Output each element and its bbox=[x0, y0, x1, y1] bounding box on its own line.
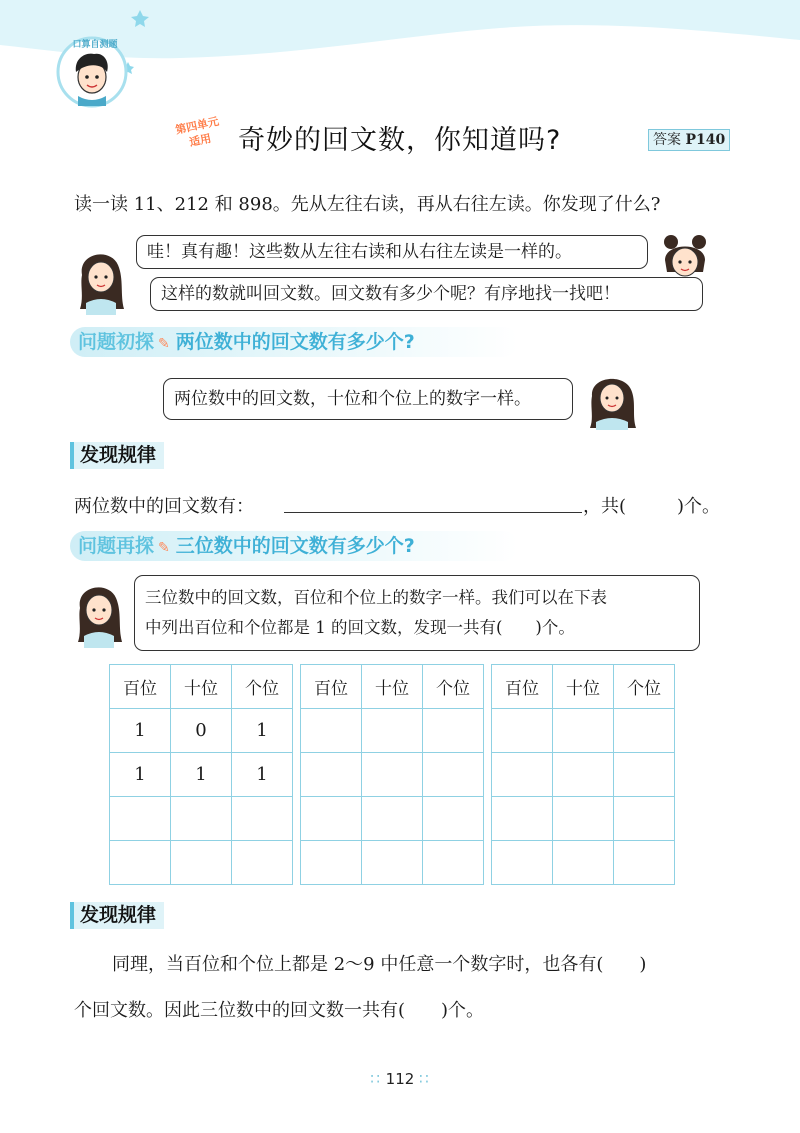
bubble-line-1: 三位数中的回文数，百位和个位上的数字一样。我们可以在下表 bbox=[145, 588, 607, 607]
table-cell[interactable] bbox=[362, 797, 423, 841]
section-tag: 问题初探 bbox=[78, 331, 155, 353]
table-cell[interactable] bbox=[232, 797, 293, 841]
table-cell[interactable] bbox=[614, 709, 675, 753]
palindrome-table-3 bbox=[491, 664, 675, 885]
table-cell[interactable] bbox=[614, 753, 675, 797]
header-ones: 个位 bbox=[614, 665, 675, 709]
table-cell[interactable] bbox=[553, 753, 614, 797]
answer-page: P140 bbox=[685, 132, 726, 148]
table-cell[interactable] bbox=[492, 753, 553, 797]
table-row bbox=[110, 797, 293, 841]
speech-bubble-2: 这样的数就叫回文数。回文数有多少个呢？有序地找一找吧！ bbox=[150, 277, 703, 311]
table-cell[interactable] bbox=[553, 797, 614, 841]
table-cell: 1 bbox=[110, 709, 171, 753]
speech-bubble-1: 哇！真有趣！这些数从左往右读和从右往左读是一样的。 bbox=[136, 235, 648, 269]
header-ones: 个位 bbox=[423, 665, 484, 709]
pin-icon: ✎ bbox=[158, 336, 170, 352]
answer-label: 答案 bbox=[653, 132, 681, 148]
page-title: 奇妙的回文数，你知道吗? bbox=[238, 125, 562, 156]
table-cell: 0 bbox=[171, 709, 232, 753]
answer-blank-two-digit[interactable] bbox=[284, 512, 582, 513]
rule-label-second: 发现规律 bbox=[70, 902, 164, 929]
table-cell[interactable] bbox=[492, 841, 553, 885]
table-cell: 1 bbox=[232, 709, 293, 753]
section-question: 两位数中的回文数有多少个? bbox=[175, 331, 415, 353]
table-cell[interactable] bbox=[423, 797, 484, 841]
table-row bbox=[301, 797, 484, 841]
palindrome-tables bbox=[109, 664, 675, 885]
header-tens: 十位 bbox=[362, 665, 423, 709]
table-row bbox=[492, 753, 675, 797]
section-tag: 问题再探 bbox=[78, 535, 155, 557]
table-cell[interactable] bbox=[553, 709, 614, 753]
header-tens: 十位 bbox=[553, 665, 614, 709]
table-cell[interactable] bbox=[492, 797, 553, 841]
table-cell[interactable] bbox=[362, 753, 423, 797]
dots-right-icon: ∷ bbox=[419, 1070, 430, 1088]
table-row bbox=[110, 709, 293, 753]
palindrome-table-2 bbox=[300, 664, 484, 885]
page-number: 112 bbox=[385, 1070, 415, 1088]
bubble-line-2: 中列出百位和个位都是 1 的回文数，发现一共有( )个。 bbox=[145, 618, 575, 637]
table-cell: 1 bbox=[110, 753, 171, 797]
table-cell[interactable] bbox=[110, 797, 171, 841]
table-row bbox=[301, 709, 484, 753]
table-cell[interactable] bbox=[614, 797, 675, 841]
unit-badge: 第四单元 适用 bbox=[174, 114, 221, 150]
table-cell[interactable] bbox=[232, 841, 293, 885]
table-cell[interactable] bbox=[423, 841, 484, 885]
rule1-text-mid: ，共( bbox=[583, 496, 627, 517]
table-cell[interactable] bbox=[553, 841, 614, 885]
section-question: 三位数中的回文数有多少个? bbox=[175, 535, 415, 557]
table-cell[interactable] bbox=[301, 797, 362, 841]
table-cell[interactable] bbox=[423, 753, 484, 797]
rule1-text-before: 两位数中的回文数有： bbox=[74, 496, 254, 517]
table-cell[interactable] bbox=[301, 841, 362, 885]
speech-bubble-three-digit bbox=[134, 575, 700, 651]
table-cell[interactable] bbox=[362, 709, 423, 753]
table-row bbox=[110, 841, 293, 885]
cartoon-boy-logo-icon bbox=[52, 22, 142, 112]
table-row bbox=[492, 709, 675, 753]
section-header-first bbox=[70, 327, 518, 357]
table-row bbox=[301, 753, 484, 797]
rule2-line-2: 个回文数。因此三位数中的回文数一共有( )个。 bbox=[74, 1000, 485, 1021]
header-tens: 十位 bbox=[171, 665, 232, 709]
pin-icon: ✎ bbox=[158, 540, 170, 556]
girl-character-icon bbox=[582, 370, 642, 430]
header-ones: 个位 bbox=[232, 665, 293, 709]
rule2-line-1: 同理，当百位和个位上都是 2～9 中任意一个数字时，也各有( ) bbox=[112, 954, 647, 975]
table-cell[interactable] bbox=[171, 797, 232, 841]
rule1-text-after: )个。 bbox=[677, 496, 721, 517]
palindrome-table-1 bbox=[109, 664, 293, 885]
rule-label-first: 发现规律 bbox=[70, 442, 164, 469]
table-cell[interactable] bbox=[614, 841, 675, 885]
header-hundreds: 百位 bbox=[492, 665, 553, 709]
table-cell: 1 bbox=[232, 753, 293, 797]
table-cell[interactable] bbox=[362, 841, 423, 885]
table-cell[interactable] bbox=[301, 753, 362, 797]
table-cell[interactable] bbox=[110, 841, 171, 885]
answer-reference bbox=[648, 129, 730, 151]
intro-text: 读一读 11、212 和 898。先从左往右读，再从右往左读。你发现了什么? bbox=[74, 194, 661, 215]
logo-text: 口算自测题 bbox=[72, 40, 118, 50]
table-row bbox=[301, 841, 484, 885]
table-cell: 1 bbox=[171, 753, 232, 797]
page-footer bbox=[360, 1070, 440, 1088]
girl-character-icon bbox=[68, 578, 134, 648]
table-cell[interactable] bbox=[301, 709, 362, 753]
table-cell[interactable] bbox=[423, 709, 484, 753]
table-row bbox=[492, 797, 675, 841]
girl-character-icon bbox=[70, 245, 140, 315]
table-cell[interactable] bbox=[171, 841, 232, 885]
table-row bbox=[110, 753, 293, 797]
speech-bubble-two-digit: 两位数中的回文数，十位和个位上的数字一样。 bbox=[163, 378, 573, 420]
section-header-second bbox=[70, 531, 518, 561]
dots-left-icon: ∷ bbox=[370, 1070, 381, 1088]
header-hundreds: 百位 bbox=[301, 665, 362, 709]
table-row bbox=[492, 841, 675, 885]
header-hundreds: 百位 bbox=[110, 665, 171, 709]
table-cell[interactable] bbox=[492, 709, 553, 753]
